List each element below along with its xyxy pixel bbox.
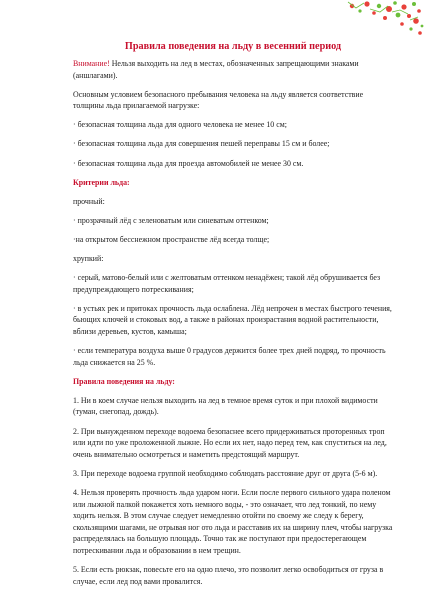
rule-item: 5. Если есть рюкзак, повесьте его на одно плечо, это позволит легко освободиться от груза в случае, если лед под вами провалится. [73, 565, 384, 586]
fragile-ice-item: · в устьях рек и притоках прочность льда ослаблена. Лёд непрочен в местах быстрого течения, бьющих ключей и стоковых вод, а также в районах произрастания водной растительности, вблизи деревьев, кустов, камыша; [73, 303, 392, 336]
rule-item: 3. При переходе водоема группой необходимо соблюдать расстояние друг от друга (5-6 м). [73, 468, 378, 478]
document-body [73, 40, 393, 595]
strong-ice-item: ·на открытом бесснежном пространстве лёд всегда толще; [73, 234, 270, 244]
thickness-item: · безопасная толщина льда для одного человека не менее 10 см; [73, 120, 287, 130]
criteria-heading: Критерии льда: [73, 177, 130, 187]
intro-paragraph: Основным условием безопасного пребывания человека на льду является соответствие толщины льда прилагаемой нагрузке: [73, 89, 364, 111]
attention-word: Внимание! [73, 59, 110, 68]
rule-item: 4. Нельзя проверять прочность льда ударом ноги. Если после первого сильного удара поленом или лыжной палкой покажется хоть немного воды, - это означает, что лед тонкий, по нему ходить нельзя. В этом случае следует немедленно отойти по своему же следу к берегу, скользящими шагами, не отрывая ног ото льда и расставив их на ширину плеч, чтобы нагрузка распределялась на большую площадь. Точно так же поступают при предостерегающем потрескивании льда и образовании в нем трещин. [73, 487, 393, 555]
rule-item: 1. Ни в коем случае нельзя выходить на лед в темное время суток и при плохой видимости (туман, снегопад, дождь). [73, 395, 378, 417]
rule-item: 2. При вынужденном переходе водоема безопаснее всего придерживаться проторенных троп или идти по уже проложенной лыжне. Но если их нет, надо перед тем, как спуститься на лед, очень внимательно осмотреться и наметить предстоящий маршрут. [73, 426, 387, 459]
thickness-item: · безопасная толщина льда для проезда автомобилей не менее 30 см. [73, 158, 304, 168]
strong-ice-label: прочный: [73, 196, 105, 206]
document-title: Правила поведения на льду в весенний период [124, 41, 342, 52]
fragile-ice-item: · серый, матово-белый или с желтоватым оттенком ненадёжен; такой лёд обрушивается без предупреждающего потрескивания; [73, 273, 381, 294]
fragile-ice-item: · если температура воздуха выше 0 градусов держится более трех дней подряд, то прочность льда снижается на 25 %. [73, 346, 386, 367]
fragile-ice-label: хрупкий: [73, 254, 104, 264]
thickness-item: · безопасная толщина льда для совершения пешей переправы 15 см и более; [73, 139, 330, 149]
floral-corner-ornament [340, 0, 424, 40]
strong-ice-item: · прозрачный лёд с зеленоватым или синеватым оттенком; [73, 215, 269, 225]
rules-heading: Правила поведения на льду: [73, 376, 175, 386]
attention-paragraph [73, 58, 393, 81]
attention-text: Нельзя выходить на лед в местах, обозначенных запрещающими знаками (аншлагами). [73, 59, 359, 80]
